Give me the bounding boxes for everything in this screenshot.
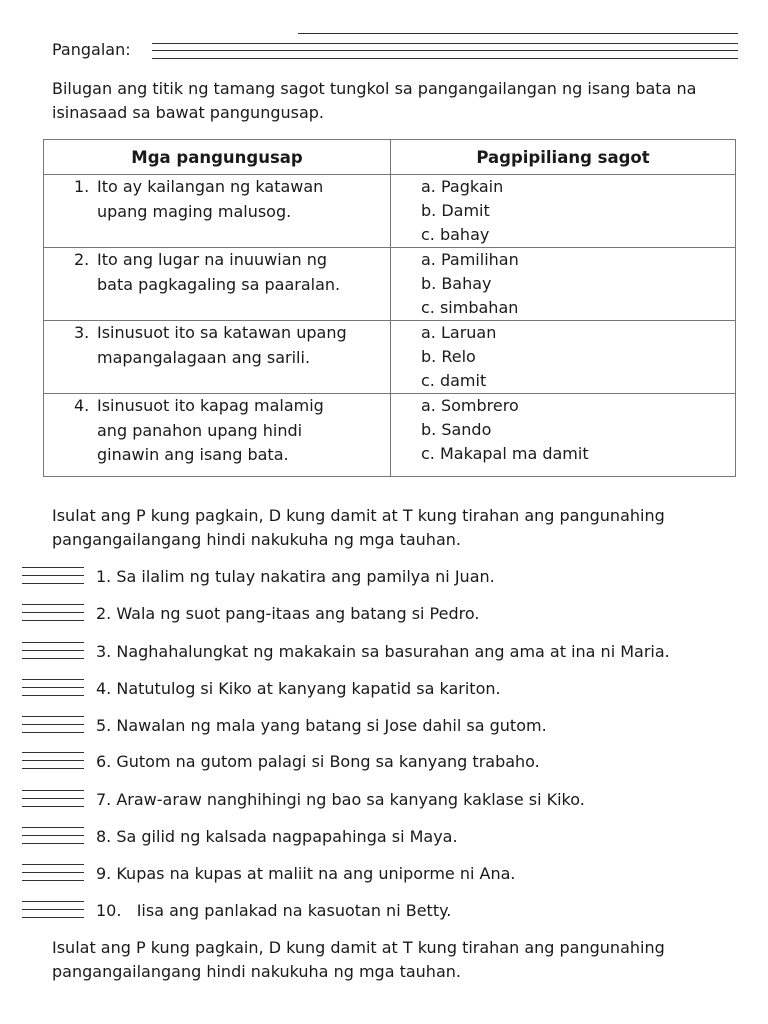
question-number: 2. bbox=[74, 250, 90, 269]
option-b[interactable]: b. Sando bbox=[421, 420, 492, 439]
option-b[interactable]: b. Relo bbox=[421, 347, 476, 366]
question-line: Isinusuot ito kapag malamig bbox=[97, 396, 324, 415]
question-line: Ito ang lugar na inuuwian ng bbox=[97, 250, 328, 269]
question-cell bbox=[44, 175, 391, 248]
section3-instruction: Isulat ang P kung pagkain, D kung damit at T kung tirahan ang pangunahing pangangailangang hindi nakukuha ng mga tauhan. bbox=[52, 938, 665, 981]
question-line: Isinusuot ito sa katawan upang bbox=[97, 323, 347, 342]
options-cell bbox=[391, 175, 736, 248]
list-item bbox=[0, 640, 768, 664]
name-label: Pangalan: bbox=[52, 40, 131, 59]
question-line: Ito ay kailangan ng katawan bbox=[97, 177, 324, 196]
option-c[interactable]: c. Makapal ma damit bbox=[421, 444, 589, 463]
option-a[interactable]: a. Pamilihan bbox=[421, 250, 519, 269]
item-text: 7. Araw-araw nanghihingi ng bao sa kanyang kaklase si Kiko. bbox=[96, 790, 585, 809]
table-header-choices: Pagpipiliang sagot bbox=[391, 140, 736, 175]
list-item bbox=[0, 565, 768, 589]
question-cell bbox=[44, 248, 391, 321]
answer-blank[interactable] bbox=[22, 565, 84, 587]
list-item bbox=[0, 714, 768, 738]
answer-blank[interactable] bbox=[22, 677, 84, 699]
option-b[interactable]: b. Bahay bbox=[421, 274, 492, 293]
question-number: 1. bbox=[74, 177, 90, 196]
question-line: ginawin ang isang bata. bbox=[97, 445, 289, 464]
item-text: 1. Sa ilalim ng tulay nakatira ang pamilya ni Juan. bbox=[96, 567, 495, 586]
answer-blank[interactable] bbox=[22, 640, 84, 662]
options-cell bbox=[391, 248, 736, 321]
item-text: 6. Gutom na gutom palagi si Bong sa kanyang trabaho. bbox=[96, 752, 540, 771]
option-b[interactable]: b. Damit bbox=[421, 201, 490, 220]
option-c[interactable]: c. bahay bbox=[421, 225, 490, 244]
answer-blank[interactable] bbox=[22, 825, 84, 847]
name-write-lines[interactable] bbox=[152, 33, 738, 61]
question-number: 4. bbox=[74, 396, 90, 415]
option-a[interactable]: a. Pagkain bbox=[421, 177, 504, 196]
options-cell bbox=[391, 394, 736, 477]
answer-blank[interactable] bbox=[22, 602, 84, 624]
question-line: mapangalagaan ang sarili. bbox=[97, 347, 311, 367]
item-text: 10. Iisa ang panlakad na kasuotan ni Betty. bbox=[96, 901, 452, 920]
answer-blank[interactable] bbox=[22, 750, 84, 772]
answer-blank[interactable] bbox=[22, 714, 84, 736]
item-text: 4. Natutulog si Kiko at kanyang kapatid sa kariton. bbox=[96, 679, 501, 698]
question-line: bata pagkagaling sa paaralan. bbox=[97, 274, 341, 294]
table-row bbox=[44, 248, 736, 321]
table-row bbox=[44, 321, 736, 394]
table-row bbox=[44, 394, 736, 477]
item-text: 5. Nawalan ng mala yang batang si Jose dahil sa gutom. bbox=[96, 716, 547, 735]
answer-blank[interactable] bbox=[22, 788, 84, 810]
item-text: 2. Wala ng suot pang-itaas ang batang si Pedro. bbox=[96, 604, 480, 623]
table-header-sentences: Mga pangungusap bbox=[44, 140, 391, 175]
question-cell bbox=[44, 394, 391, 477]
list-item bbox=[0, 750, 768, 774]
answer-blank[interactable] bbox=[22, 862, 84, 884]
list-item bbox=[0, 862, 768, 886]
list-item bbox=[0, 899, 768, 923]
list-item bbox=[0, 825, 768, 849]
table-row bbox=[44, 175, 736, 248]
section2-instruction: Isulat ang P kung pagkain, D kung damit at T kung tirahan ang pangunahing pangangailangang hindi nakukuha ng mga tauhan. bbox=[52, 506, 665, 549]
question-table bbox=[43, 139, 736, 477]
option-a[interactable]: a. Laruan bbox=[421, 323, 497, 342]
item-text: 3. Naghahalungkat ng makakain sa basurahan ang ama at ina ni Maria. bbox=[96, 642, 670, 661]
question-number: 3. bbox=[74, 323, 90, 342]
answer-blank[interactable] bbox=[22, 899, 84, 921]
list-item bbox=[0, 788, 768, 812]
question-cell bbox=[44, 321, 391, 394]
list-item bbox=[0, 602, 768, 626]
option-c[interactable]: c. simbahan bbox=[421, 298, 519, 317]
item-text: 9. Kupas na kupas at maliit na ang uniporme ni Ana. bbox=[96, 864, 516, 883]
question-line: ang panahon upang hindi bbox=[97, 420, 303, 440]
list-item bbox=[0, 677, 768, 701]
question-line: upang maging malusog. bbox=[97, 201, 292, 221]
section1-instruction: Bilugan ang titik ng tamang sagot tungkol sa pangangailangan ng isang bata na isinasaad sa bawat pangungusap. bbox=[52, 79, 697, 122]
options-cell bbox=[391, 321, 736, 394]
option-c[interactable]: c. damit bbox=[421, 371, 487, 390]
item-text: 8. Sa gilid ng kalsada nagpapahinga si Maya. bbox=[96, 827, 458, 846]
option-a[interactable]: a. Sombrero bbox=[421, 396, 519, 415]
